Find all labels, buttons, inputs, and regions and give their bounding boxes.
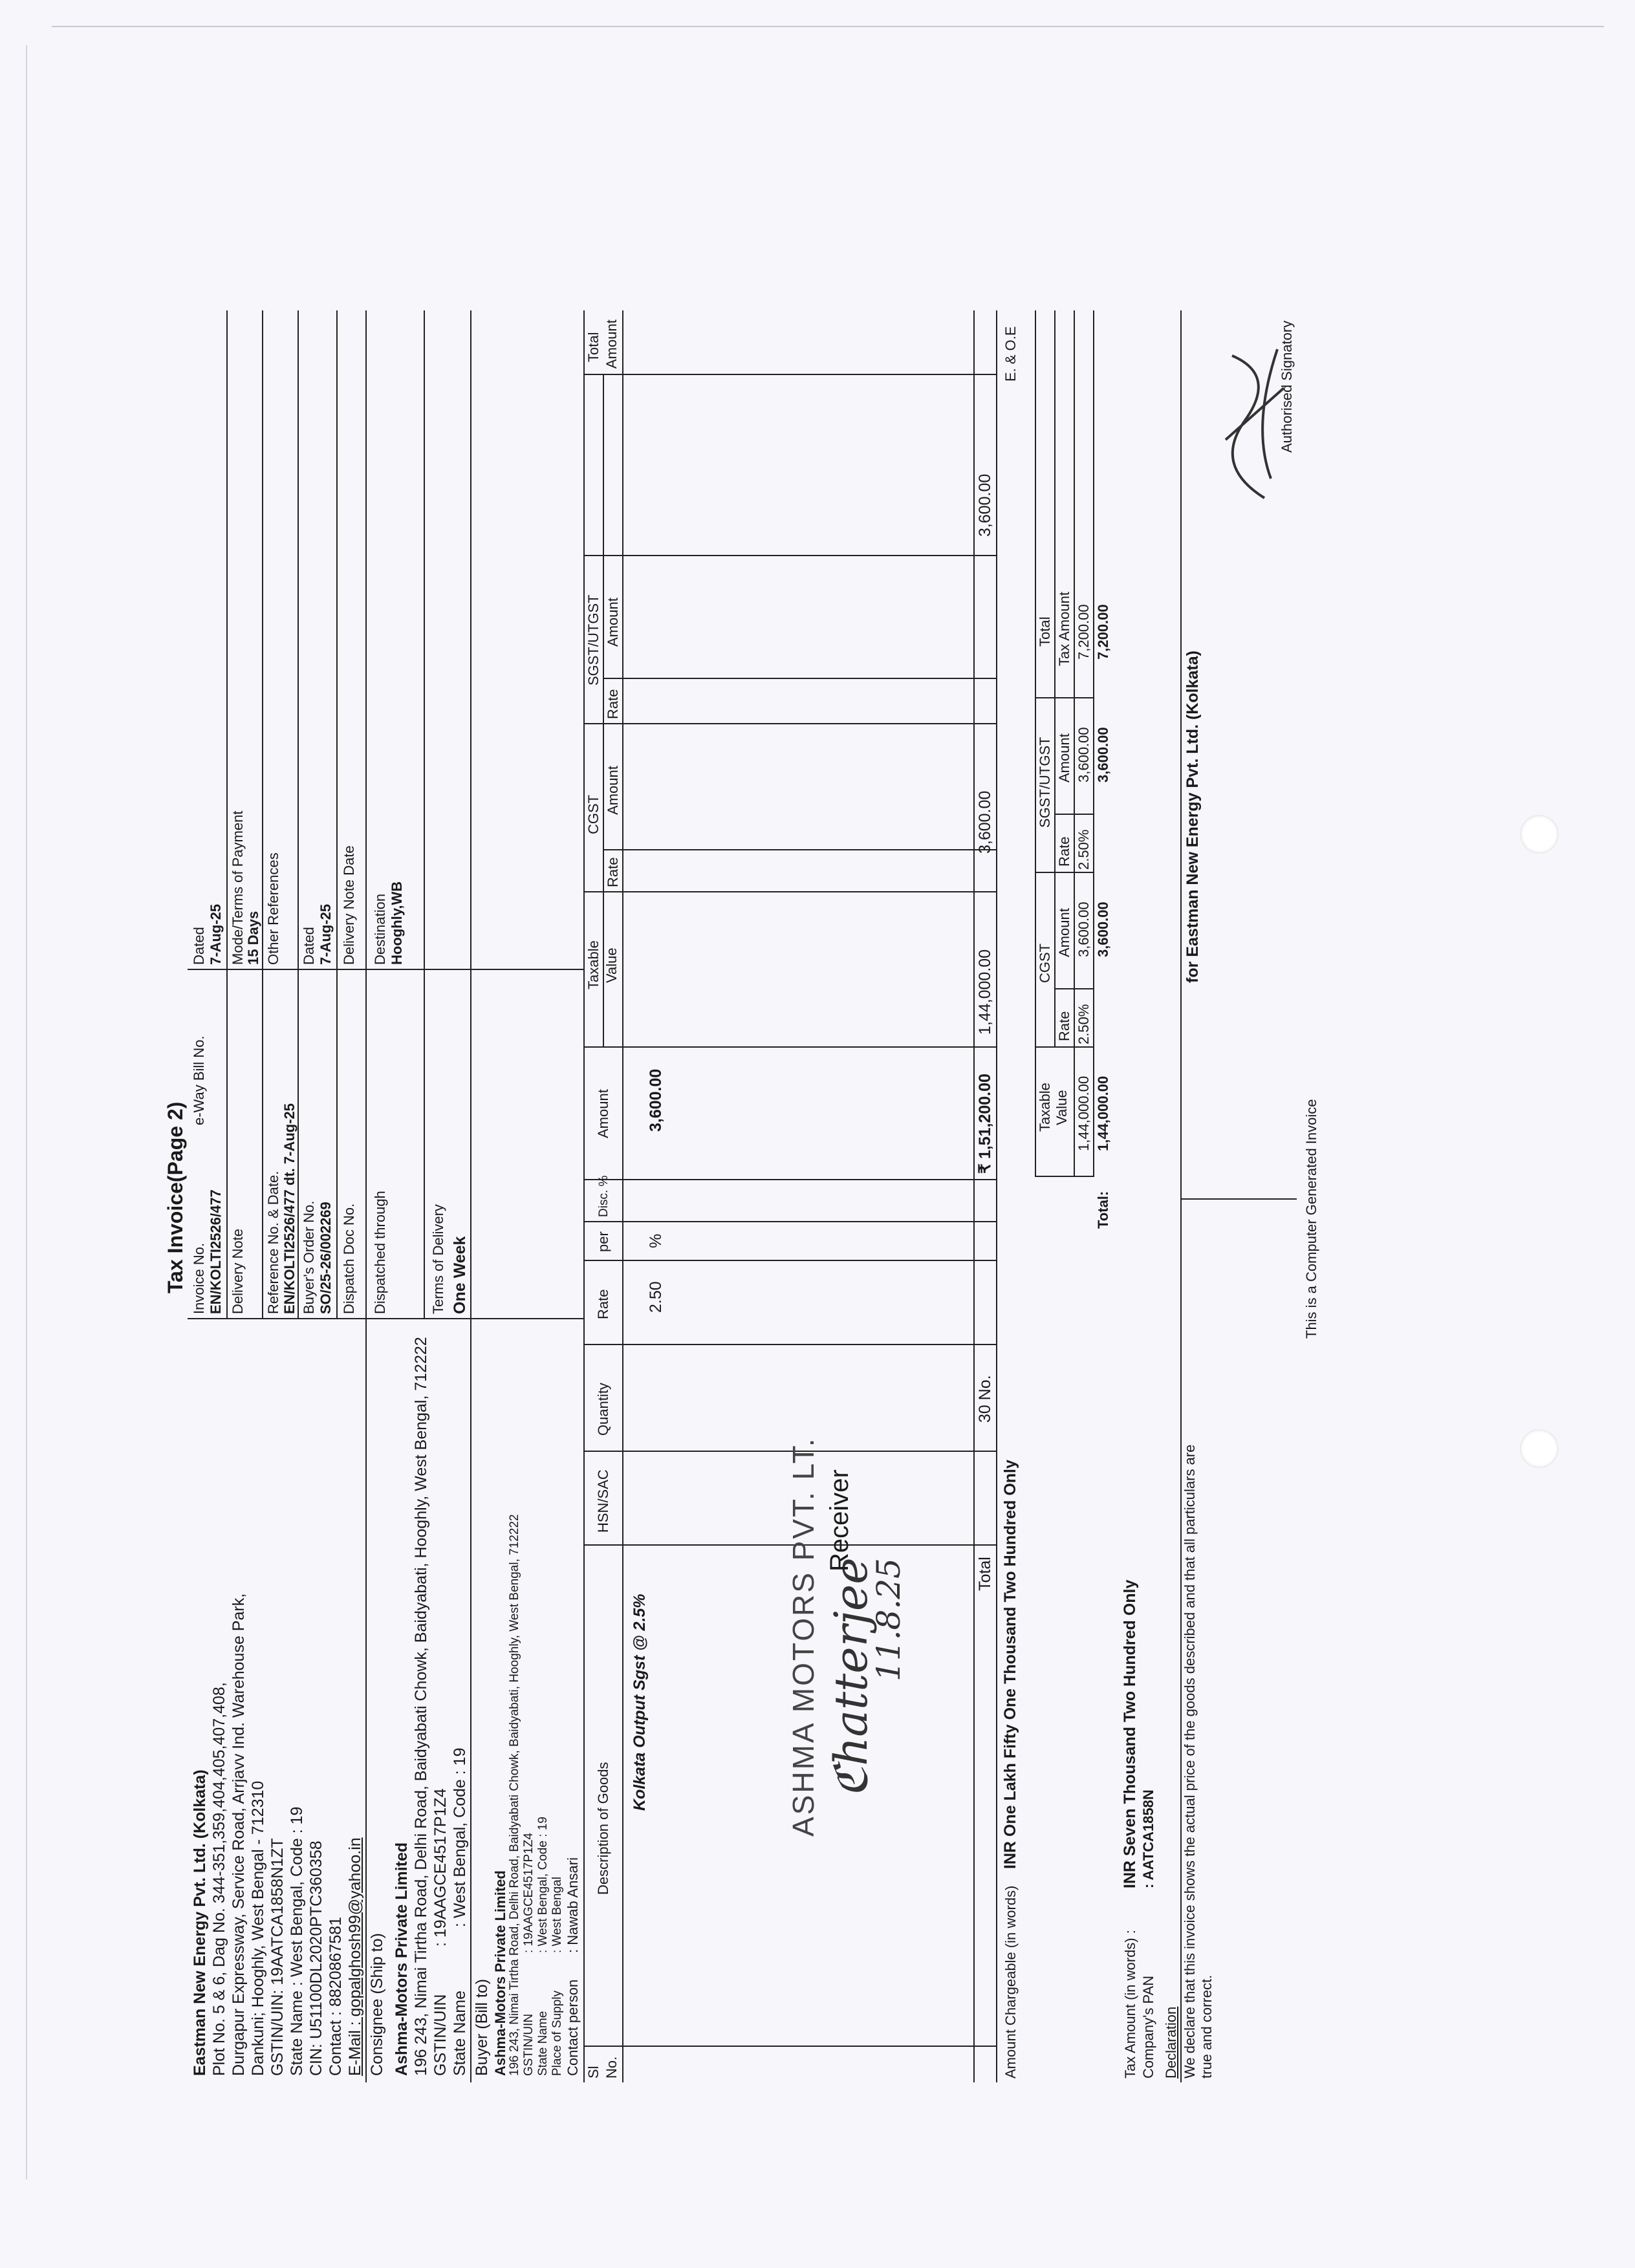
declaration-text: We declare that this invoice shows the actual price of the goods described and that all particulars are xyxy=(1182,1444,1198,2079)
col-total: Total xyxy=(585,332,601,362)
col-cgst-rate: Rate xyxy=(605,857,621,887)
col-amount: Amount xyxy=(595,1089,611,1138)
seller-line: Plot No. 5 & 6, Dag No. 344-351,359,404,405,407,408, xyxy=(210,1682,228,2076)
totals-amount: ₹ 1,51,200.00 xyxy=(976,1074,994,1174)
invoice-title: Tax Invoice(Page 2) xyxy=(164,1101,187,1293)
seller-name: Eastman New Energy Pvt. Ltd. (Kolkata) xyxy=(191,1769,209,2076)
buyer-gstin-label: GSTIN/UIN xyxy=(522,2013,536,2076)
buyers-order: SO/25-26/002269 xyxy=(318,1202,334,1314)
footer-note: This is a Computer Generated Invoice xyxy=(1303,1099,1319,1339)
seller-gstin: GSTIN/UIN: 19AATCA1858N1ZT xyxy=(268,1838,287,2076)
buyer-heading: Buyer (Bill to) xyxy=(473,1978,491,2076)
sum-value: Value xyxy=(1054,1090,1070,1125)
rule xyxy=(973,310,975,2082)
rule xyxy=(996,310,997,2082)
rule xyxy=(1180,1198,1297,1200)
rule xyxy=(1093,310,1094,1177)
totals-qty: 30 No. xyxy=(976,1375,994,1423)
invoice-no: EN/KOLTI2526/477 xyxy=(208,1189,224,1314)
eoe: E. & O.E xyxy=(1002,326,1019,382)
consignee-gstin-label: GSTIN/UIN xyxy=(431,1994,449,2076)
rule xyxy=(603,678,996,679)
seller-line: Durgapur Expressway, Service Road, Arrjavv Ind. Warehouse Park, xyxy=(230,1593,248,2076)
order-dated: 7-Aug-25 xyxy=(318,903,334,965)
rule xyxy=(188,969,583,970)
item-desc: Kolkata Output Sgst @ 2.5% xyxy=(631,1593,649,1811)
col-disc: Disc. % xyxy=(597,1175,611,1217)
rule xyxy=(1035,1046,1093,1048)
rule xyxy=(1035,697,1093,698)
seller-contact: Contact : 8820867581 xyxy=(327,1916,345,2076)
rule xyxy=(603,375,604,1048)
buyer-state-label: State Name xyxy=(536,2011,550,2076)
sum-total-sgst: 3,600.00 xyxy=(1095,727,1111,783)
sum-cgst-amount: Amount xyxy=(1056,908,1072,957)
rule xyxy=(470,310,471,1319)
invoice-page xyxy=(164,233,1348,2082)
rule xyxy=(470,1319,471,2082)
item-amount: 3,600.00 xyxy=(647,1068,665,1132)
rule xyxy=(1035,872,1093,873)
col-cgst: CGST xyxy=(585,794,601,834)
handwritten-initials: ℭhatterjee xyxy=(825,1557,878,1798)
punch-hole xyxy=(1520,815,1559,854)
rule xyxy=(365,1319,367,2082)
rule xyxy=(583,374,996,375)
receiver-stamp: ASHMA MOTORS PVT. LT. xyxy=(786,1436,820,1837)
rule xyxy=(583,2046,996,2047)
rule xyxy=(603,849,996,850)
col-rate: Rate xyxy=(595,1289,611,1319)
sum-sgst-amount: Amount xyxy=(1056,733,1072,783)
col-qty: Quantity xyxy=(595,1383,611,1436)
rule xyxy=(583,1046,996,1048)
dated: 7-Aug-25 xyxy=(208,903,224,965)
sum-total-cgst: 3,600.00 xyxy=(1095,902,1111,957)
seller-email[interactable]: E-Mail : gopalghosh99@yahoo.in xyxy=(346,1837,364,2076)
sum-tax-amount: Tax Amount xyxy=(1056,592,1072,666)
sum-total-total: 7,200.00 xyxy=(1095,604,1111,660)
ref-label: Reference No. & Date. xyxy=(265,1171,281,1314)
sum-row-sgst-rate: 2.50% xyxy=(1076,829,1092,870)
consignee-name: Ashma-Motors Private Limited xyxy=(393,1842,411,2076)
rule xyxy=(583,310,585,2082)
buyer-state: : West Bengal, Code : 19 xyxy=(536,1817,550,1953)
tax-words: INR Seven Thousand Two Hundred Only xyxy=(1121,1579,1139,1888)
rule xyxy=(622,310,623,2082)
col-sgst-rate: Rate xyxy=(605,689,621,719)
sum-row-sgst-amt: 3,600.00 xyxy=(1076,727,1092,783)
signature-scribble xyxy=(1206,323,1290,517)
pan: : AATCA1858N xyxy=(1140,1789,1156,1888)
sum-row-cgst-rate: 2.50% xyxy=(1076,1004,1092,1044)
rule xyxy=(583,723,996,724)
sum-total-taxable: 1,44,000.00 xyxy=(1095,1075,1111,1151)
col-sgst-amount: Amount xyxy=(605,598,621,647)
for-company: for Eastman New Energy Pvt. Ltd. (Kolkata) xyxy=(1184,651,1202,983)
dispatch-doc-label: Dispatch Doc No. xyxy=(341,1203,357,1314)
mode: 15 Days xyxy=(245,911,261,965)
totals-sgst: 3,600.00 xyxy=(976,473,994,537)
col-no: No. xyxy=(603,2056,620,2079)
punch-hole xyxy=(1520,1429,1559,1468)
sum-row-total: 7,200.00 xyxy=(1076,604,1092,660)
buyer-pos-label: Place of Supply xyxy=(550,1990,564,2076)
handwritten-date: 11.8.25 xyxy=(870,1558,907,1681)
rule xyxy=(188,1318,583,1319)
col-desc: Description of Goods xyxy=(595,1762,611,1895)
scan-edge xyxy=(52,26,1604,27)
sum-sgst-rate: Rate xyxy=(1056,836,1072,867)
tax-words-label: Tax Amount (in words) : xyxy=(1122,1930,1138,2079)
rule xyxy=(583,555,996,556)
rule xyxy=(365,310,367,1319)
consignee-gstin: : 19AAGCE4517P1Z4 xyxy=(431,1788,449,1947)
totals-label: Total xyxy=(976,1557,994,1591)
rule xyxy=(1054,310,1056,1048)
other-ref-label: Other References xyxy=(265,852,281,965)
sum-sgst: SGST/UTGST xyxy=(1037,737,1053,828)
consignee-address: 196 243, Nimai Tirtha Road, Delhi Road, Baidyabati Chowk, Baidyabati, Hooghly, West Bengal, 712222 xyxy=(412,1337,430,2076)
rule xyxy=(226,310,228,1319)
terms-label: Terms of Delivery xyxy=(430,1204,446,1314)
rule xyxy=(262,310,263,1319)
col-value: Value xyxy=(603,947,620,983)
consignee-state: : West Bengal, Code : 19 xyxy=(451,1747,469,1927)
item-per: % xyxy=(647,1233,665,1248)
receiver-label: Receiver xyxy=(825,1469,854,1571)
sum-total-label: Total: xyxy=(1095,1191,1111,1229)
ref: EN/KOLTI2526/477 dt. 7-Aug-25 xyxy=(281,1103,298,1314)
col-sl: Sl xyxy=(585,2066,601,2079)
scan-edge xyxy=(26,45,27,2179)
seller-cin: CIN: U51100DL2020PTC360358 xyxy=(307,1841,325,2076)
buyer-name: Ashma-Motors Private Limited xyxy=(492,1870,508,2076)
consignee-state-label: State Name xyxy=(451,1990,469,2076)
sum-cgst-rate: Rate xyxy=(1056,1011,1072,1041)
rule xyxy=(583,1260,996,1261)
terms: One Week xyxy=(451,1236,469,1314)
buyer-gstin: : 19AAGCE4517P1Z4 xyxy=(522,1833,536,1953)
totals-cgst: 3,600.00 xyxy=(976,790,994,854)
col-per: per xyxy=(595,1231,611,1252)
sum-taxable: Taxable xyxy=(1037,1083,1053,1132)
col-cgst-amount: Amount xyxy=(605,766,621,815)
col-hsn: HSN/SAC xyxy=(595,1469,611,1533)
destination: Hooghly,WB xyxy=(389,881,405,965)
invoice-no-label: Invoice No. xyxy=(191,1242,207,1314)
rule xyxy=(424,310,425,1319)
dispatched-label: Dispatched through xyxy=(372,1191,388,1314)
dated-label: Dated xyxy=(191,927,207,965)
seller-line: Dankuni; Hooghly, West Bengal - 712310 xyxy=(249,1780,267,2076)
col-taxable: Taxable xyxy=(585,940,601,989)
authorised-signatory: Authorised Signatory xyxy=(1279,320,1295,453)
rule xyxy=(583,891,996,892)
sum-row-cgst-amt: 3,600.00 xyxy=(1076,902,1092,957)
pan-label: Company's PAN xyxy=(1140,1975,1156,2079)
totals-taxable: 1,44,000.00 xyxy=(976,949,994,1035)
delivery-note-date-label: Delivery Note Date xyxy=(341,845,357,965)
rule xyxy=(583,1344,996,1345)
eway-label: e-Way Bill No. xyxy=(191,1035,207,1125)
rule xyxy=(1054,814,1093,815)
amount-words: INR One Lakh Fifty One Thousand Two Hundred Only xyxy=(1001,1460,1019,1869)
delivery-note-label: Delivery Note xyxy=(230,1228,246,1314)
rule xyxy=(583,1179,996,1180)
declaration-label: Declaration xyxy=(1163,2006,1179,2079)
col-sgst: SGST/UTGST xyxy=(585,594,601,686)
mode-label: Mode/Terms of Payment xyxy=(230,810,246,965)
amount-words-label: Amount Chargeable (in words) xyxy=(1002,1885,1019,2079)
consignee-heading: Consignee (Ship to) xyxy=(368,1933,386,2076)
sum-cgst: CGST xyxy=(1037,943,1053,983)
seller-state: State Name : West Bengal, Code : 19 xyxy=(288,1806,306,2076)
order-dated-label: Dated xyxy=(301,927,317,965)
buyer-pos: : West Bengal xyxy=(550,1877,564,1953)
sum-total: Total xyxy=(1037,616,1053,647)
buyer-address: 196 243, Nimai Tirtha Road, Delhi Road, Baidyabati Chowk, Baidyabati, Hooghly, West Bengal, 712222 xyxy=(508,1514,521,2076)
declaration-text-2: true and correct. xyxy=(1198,1974,1215,2079)
col-total-amount: Amount xyxy=(603,319,620,369)
buyer-contact-label: Contact person xyxy=(565,1979,581,2076)
buyers-order-label: Buyer's Order No. xyxy=(301,1200,317,1314)
rule xyxy=(1054,988,1093,989)
sum-row-taxable: 1,44,000.00 xyxy=(1076,1075,1092,1151)
destination-label: Destination xyxy=(372,893,388,965)
rule xyxy=(583,1221,996,1222)
item-rate: 2.50 xyxy=(647,1281,665,1313)
rule xyxy=(1035,1176,1093,1177)
rule xyxy=(336,310,338,1319)
buyer-contact: : Nawab Ansari xyxy=(565,1857,581,1953)
